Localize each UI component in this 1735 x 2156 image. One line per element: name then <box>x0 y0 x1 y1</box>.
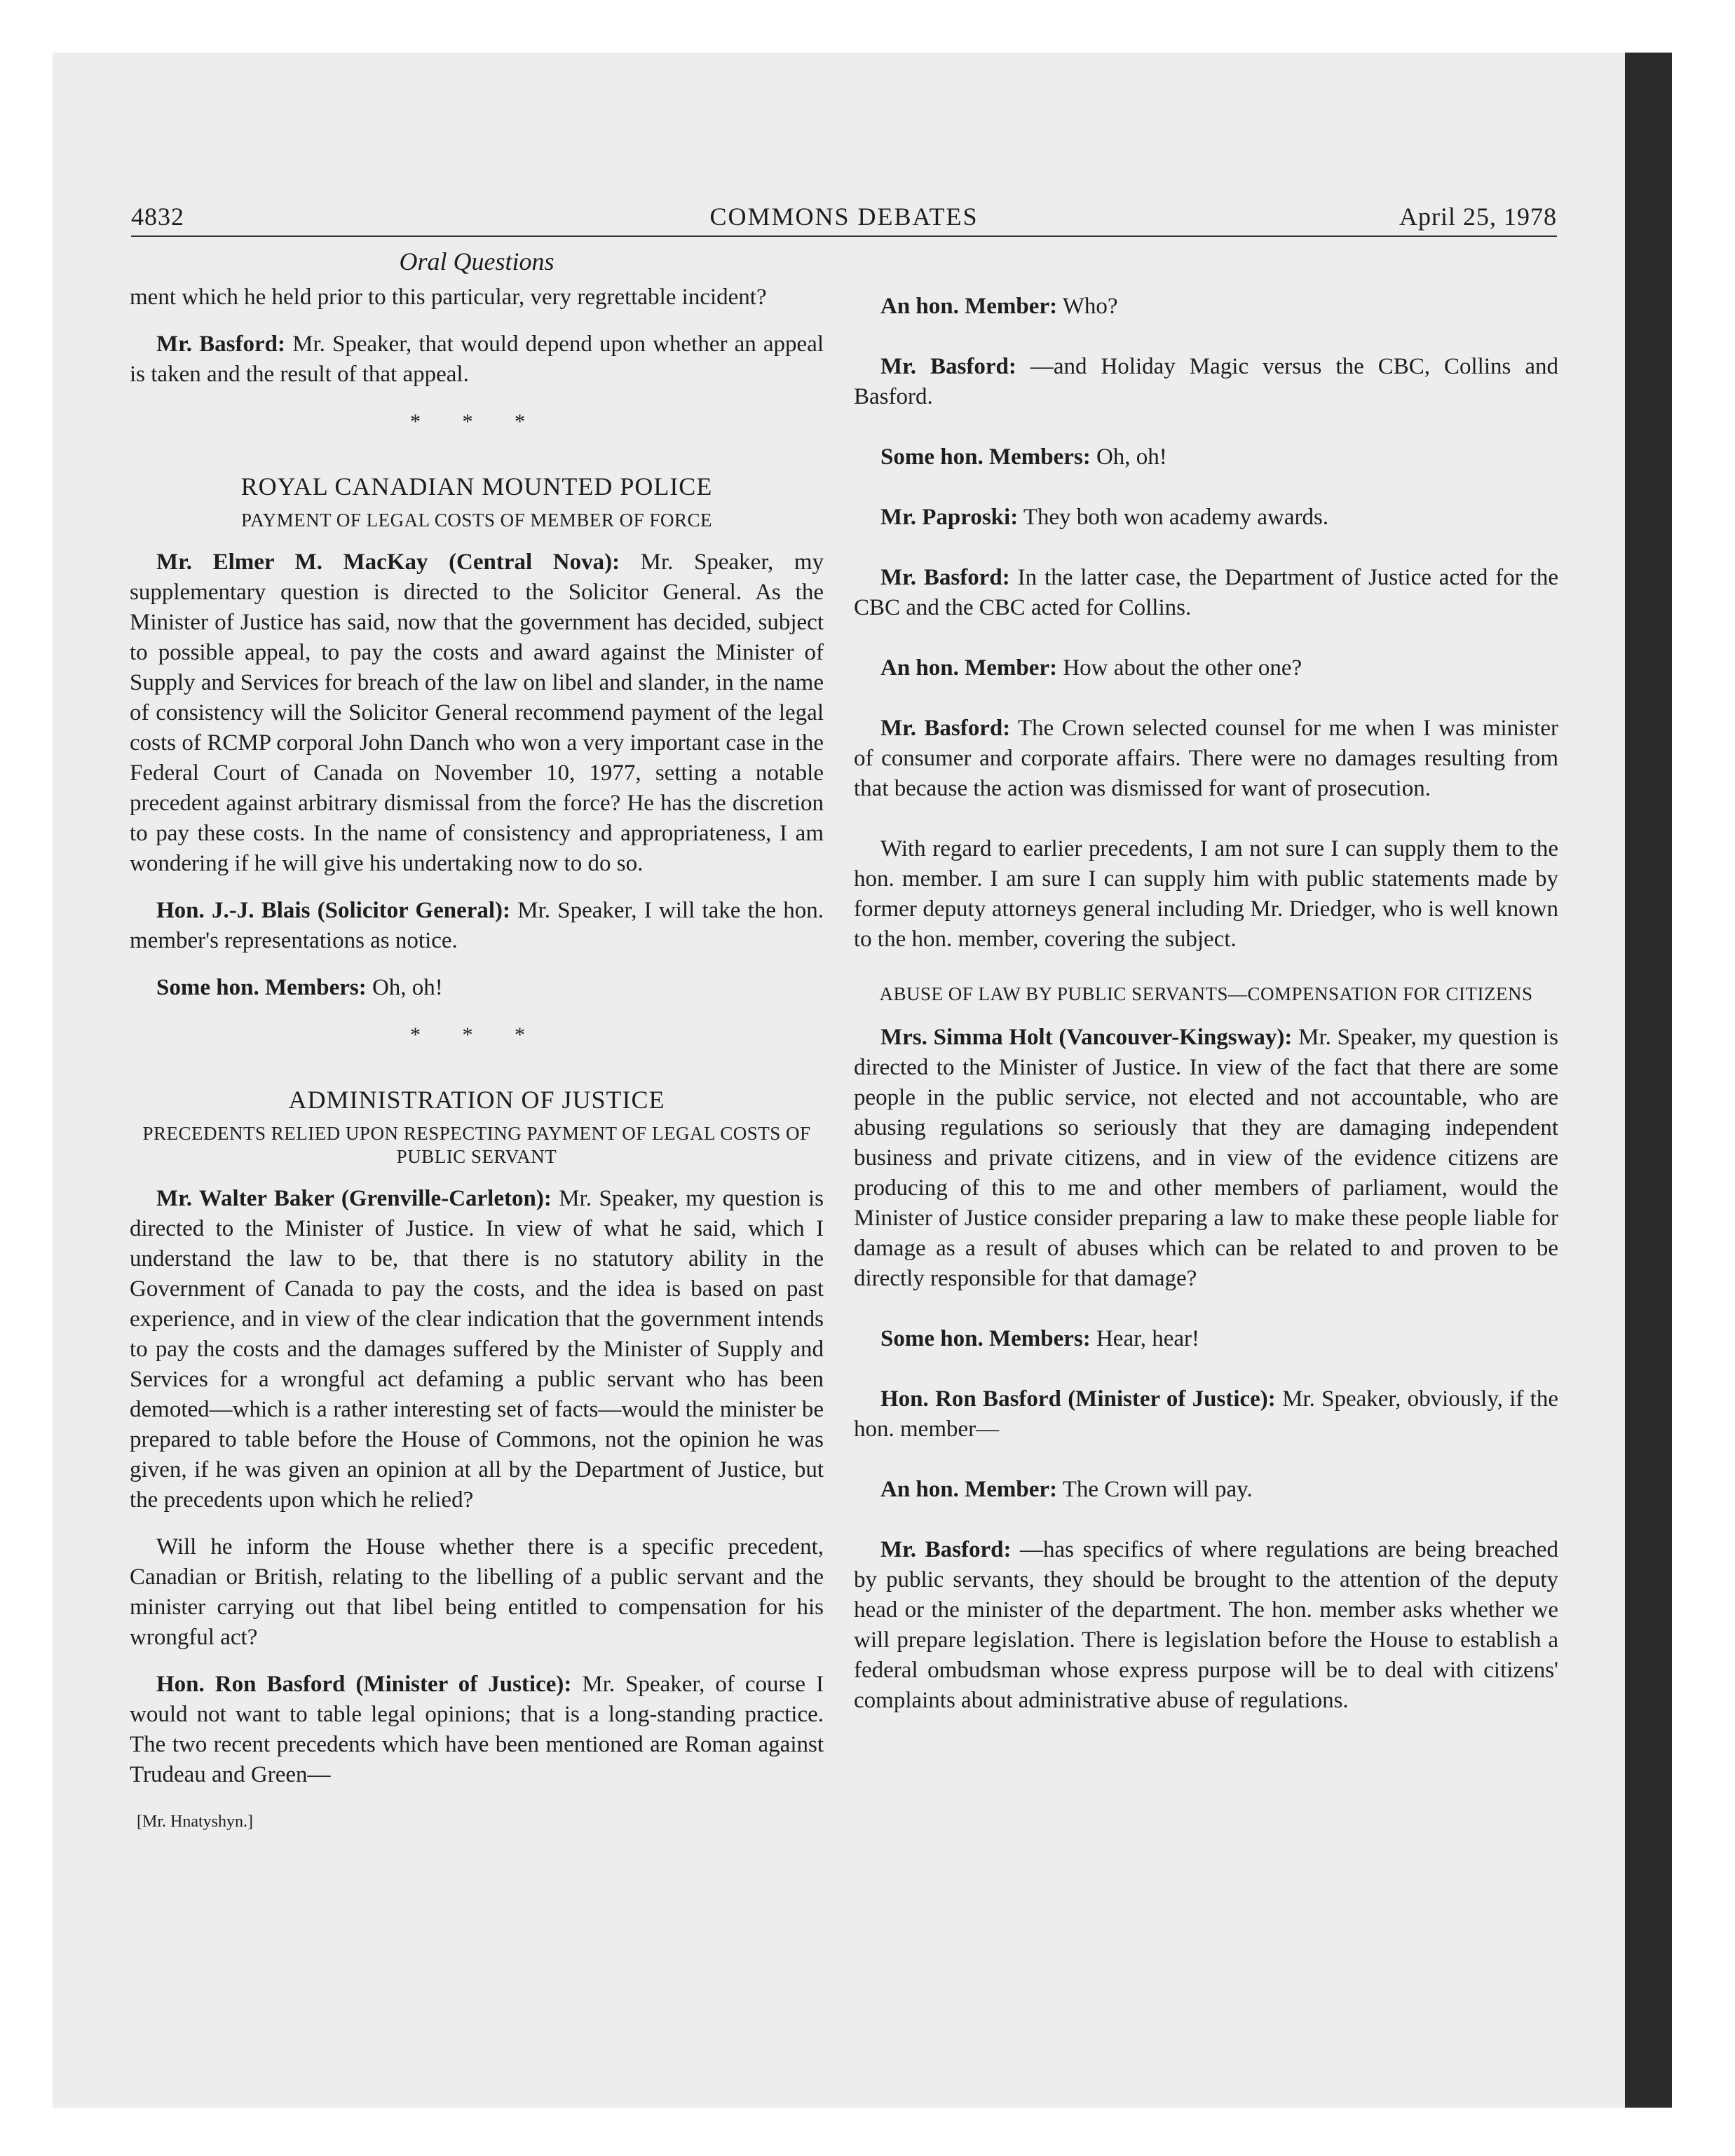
speech-text: In the latter case, the Department of Justice acted for the CBC and the CBC acted for Collins. <box>854 565 1558 620</box>
speaker-name: Mr. Walter Baker (Grenville-Carleton): <box>156 1186 552 1211</box>
speech-text: —has specifics of where regulations are being breached by public servants, they should be brought to the attention of the deputy head or the minister of the department. The hon. member asks whether we will prepare legislation. There is legislation before the House to establish a federal ombudsman whose express purpose will be to deal with citizens' complaints about administrative abuse of regulations. <box>854 1537 1558 1713</box>
speech-text: How about the other one? <box>1057 655 1302 681</box>
right-column <box>854 292 1558 1746</box>
paragraph <box>854 1023 1558 1294</box>
page-header <box>131 202 1557 237</box>
speech-text: Oh, oh! <box>366 975 443 1000</box>
publication-title: COMMONS DEBATES <box>709 203 979 231</box>
paragraph <box>854 352 1558 412</box>
section-separator: * * * <box>410 410 543 433</box>
speech-text: Mr. Speaker, I will take the hon. member's representations as notice. <box>130 898 824 953</box>
section-heading: ADMINISTRATION OF JUSTICE <box>288 1086 665 1114</box>
running-head: Oral Questions <box>399 247 554 275</box>
speech-text: The Crown will pay. <box>1057 1477 1253 1502</box>
speech-text: Mr. Speaker, my question is directed to the Minister of Justice. In view of the fact that there are some people in the public service, not elected and not accountable, who are abusing regulations so seriously that they are damaging independent business and private citizens, and in view of the evidence citizens are producing of this to me and other members of parliament, would the Minister of Justice consider preparing a law to make these people liable for damage as a result of abuses which can be related to and proven to be directly responsible for that damage? <box>854 1025 1558 1291</box>
speech-text: Oh, oh! <box>1090 444 1167 470</box>
paragraph-continued: ment which he held prior to this particular, very regrettable incident? <box>130 285 767 310</box>
speaker-footnote: [Mr. Hnatyshyn.] <box>137 1813 253 1831</box>
speaker-name: Hon. Ron Basford (Minister of Justice): <box>156 1672 572 1697</box>
section-separator: * * * <box>410 1023 543 1046</box>
paragraph <box>130 547 824 879</box>
paragraph <box>854 442 1558 472</box>
section-subheading: ABUSE OF LAW BY PUBLIC SERVANTS—COMPENSATION FOR CITIZENS <box>879 983 1533 1004</box>
speech-text: Mr. Speaker, obviously, if the hon. member— <box>854 1386 1558 1442</box>
paragraph <box>854 503 1558 533</box>
page-number: 4832 <box>131 203 184 231</box>
scan-edge-shadow <box>1625 53 1672 2108</box>
section-subheading: PAYMENT OF LEGAL COSTS OF MEMBER OF FORCE <box>241 510 712 531</box>
paragraph <box>854 292 1558 322</box>
speaker-name: An hon. Member: <box>880 294 1058 319</box>
speaker-name: Mr. Basford: <box>156 332 285 357</box>
paragraph <box>130 1670 824 1790</box>
speaker-name: Some hon. Members: <box>156 975 367 1000</box>
speech-text: Mr. Speaker, that would depend upon whether an appeal is taken and the result of that appeal. <box>130 332 824 387</box>
paragraph <box>854 714 1558 804</box>
speaker-name: Mr. Basford: <box>880 716 1011 741</box>
speaker-name: Mr. Basford: <box>880 565 1010 590</box>
speaker-name: Hon. Ron Basford (Minister of Justice): <box>880 1386 1276 1412</box>
speaker-name: Mr. Basford: <box>880 354 1016 379</box>
speaker-name: Mr. Elmer M. MacKay (Central Nova): <box>156 550 620 575</box>
speaker-name: An hon. Member: <box>880 655 1058 681</box>
speech-text: The Crown selected counsel for me when I was minister of consumer and corporate affairs. There were no damages resulting from that because the action was dismissed for want of prosecution. <box>854 716 1558 801</box>
left-column <box>130 247 824 1837</box>
speech-text: Hear, hear! <box>1090 1326 1200 1351</box>
speech-text: Mr. Speaker, of course I would not want to table legal opinions; that is a long-standing practice. The two recent precedents which have been mentioned are Roman against Trudeau and Green— <box>130 1672 824 1787</box>
speaker-name: Mr. Basford: <box>880 1537 1012 1562</box>
speech-text: Mr. Speaker, my supplementary question is directed to the Solicitor General. As the Minister of Justice has said, now that the government has decided, subject to possible appeal, to pay the costs and award against the Minister of Supply and Services for breach of the law on libel and slander, in the name of consistency will the Solicitor General recommend payment of the legal costs of RCMP corporal John Danch who won a very important case in the Federal Court of Canada on November 10, 1977, setting a notable precedent against arbitrary dismissal from the force? He has the discretion to pay these costs. In the name of consistency and appropriateness, I am wondering if he will give his undertaking now to do so. <box>130 550 824 876</box>
paragraph <box>854 653 1558 683</box>
section-heading: ROYAL CANADIAN MOUNTED POLICE <box>240 472 713 500</box>
section-subheading: PRECEDENTS RELIED UPON RESPECTING PAYMENT OF LEGAL COSTS OF PUBLIC SERVANT <box>142 1123 811 1167</box>
paragraph <box>854 1535 1558 1716</box>
speech-text: Mr. Speaker, my question is directed to the Minister of Justice. In view of what he said, which I understand the law to be, that there is no statutory ability in the Government of Canada to pay the costs, and the idea is based on past experience, and in view of the clear indication that the government intends to pay the costs and the damages suffered by the Minister of Supply and Services for a wrongful act defaming a public servant who has been demoted—which is a rather interesting set of facts—would the minister be prepared to table before the House of Commons, not the opinion he was given, if he was given an opinion at all by the Department of Justice, but the precedents upon which he relied? <box>130 1186 824 1513</box>
speaker-name: An hon. Member: <box>880 1477 1058 1502</box>
speaker-name: Mrs. Simma Holt (Vancouver-Kingsway): <box>880 1025 1293 1050</box>
speaker-name: Hon. J.-J. Blais (Solicitor General): <box>156 898 511 923</box>
paragraph: With regard to earlier precedents, I am not sure I can supply them to the hon. member. I am sure I can supply him with public statements made by former deputy attorneys general including Mr. Driedger, who is well known to the hon. member, covering the subject. <box>854 836 1558 952</box>
paragraph <box>854 1384 1558 1445</box>
paragraph <box>130 973 824 1003</box>
speech-text: Who? <box>1057 294 1118 319</box>
speaker-name: Mr. Paproski: <box>880 505 1019 530</box>
paragraph <box>130 329 824 390</box>
paragraph: Will he inform the House whether there is a specific precedent, Canadian or British, relating to the libelling of a public servant and the minister carrying out that libel being entitled to compensation for his wrongful act? <box>130 1534 824 1650</box>
paragraph <box>130 896 824 956</box>
paragraph <box>130 1184 824 1515</box>
paragraph <box>854 1475 1558 1505</box>
publication-date: April 25, 1978 <box>1399 203 1557 231</box>
speech-text: They both won academy awards. <box>1018 505 1329 530</box>
speaker-name: Some hon. Members: <box>880 444 1091 470</box>
paragraph <box>854 1324 1558 1354</box>
speech-text: —and Holiday Magic versus the CBC, Collins and Basford. <box>854 354 1558 409</box>
paragraph <box>854 563 1558 623</box>
speaker-name: Some hon. Members: <box>880 1326 1091 1351</box>
